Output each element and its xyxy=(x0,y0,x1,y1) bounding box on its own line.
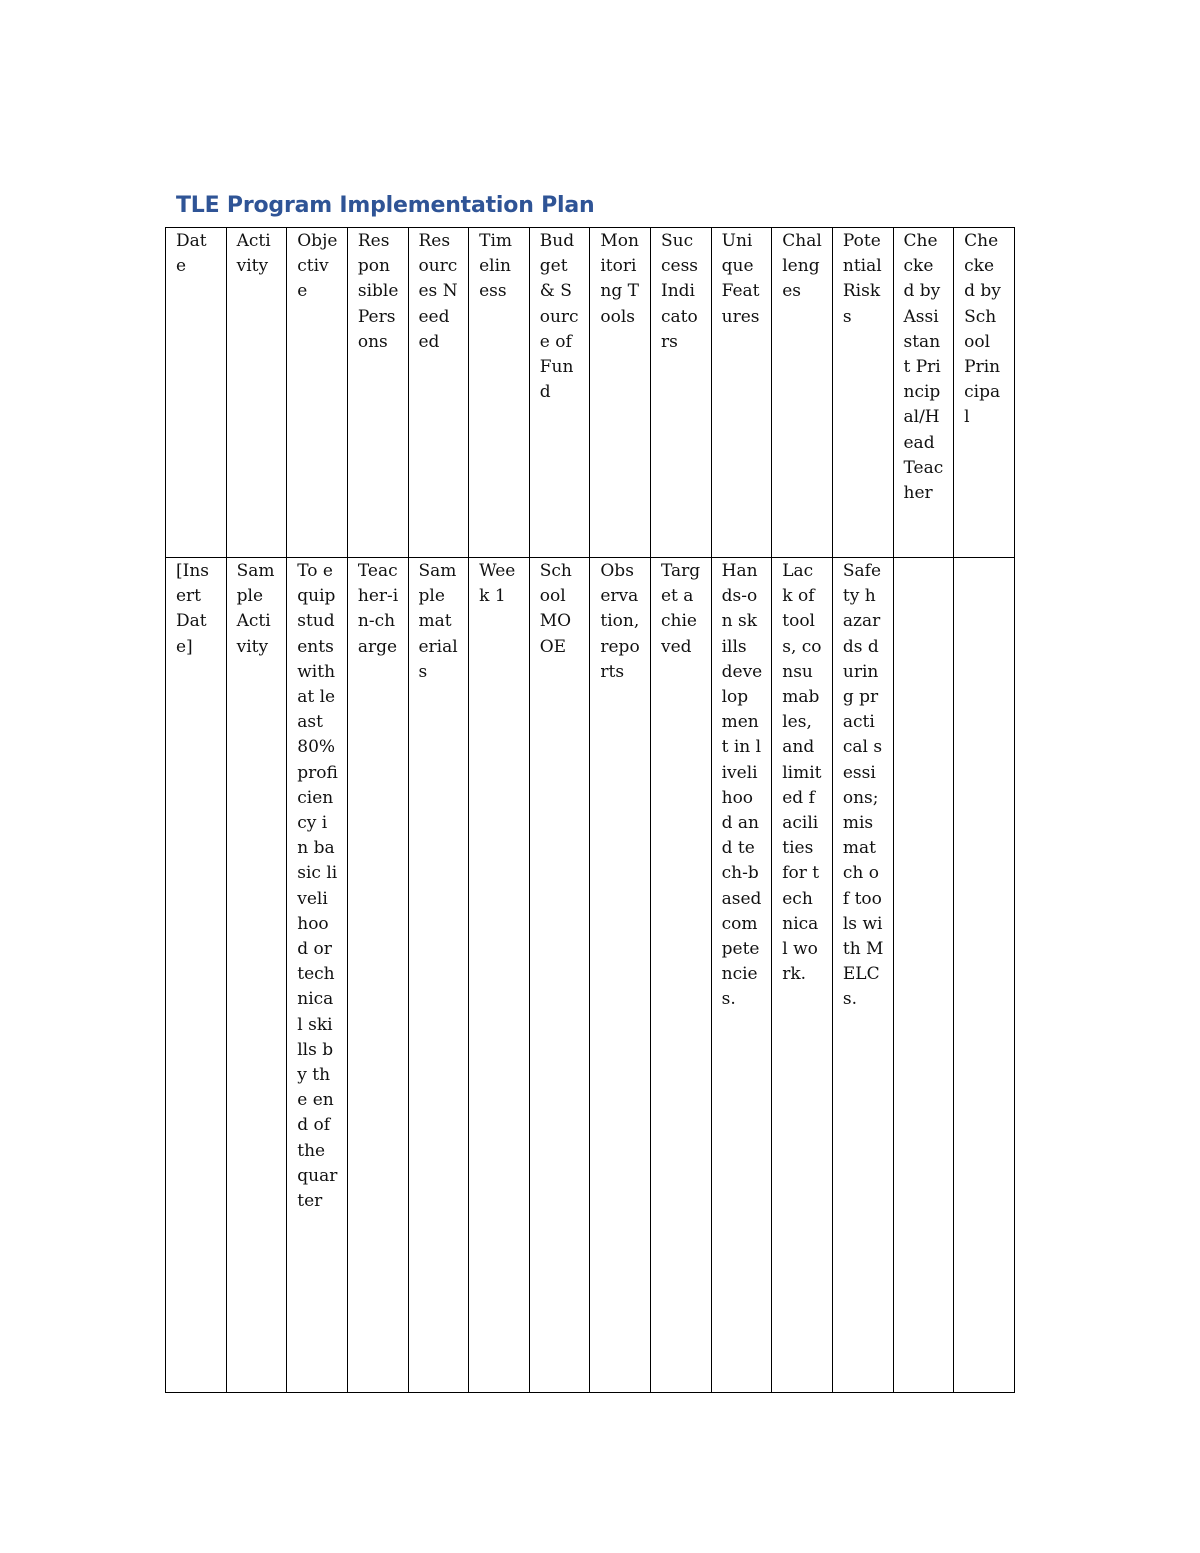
cell-responsible-persons: Teacher-in-charge xyxy=(347,558,408,1393)
cell-timeliness: Week 1 xyxy=(469,558,530,1393)
header-challenges: Challenges xyxy=(772,228,833,558)
implementation-plan-table xyxy=(165,227,1015,1393)
cell-potential-risks: Safety hazards during practical sessions; mismatch of tools with MELCs. xyxy=(832,558,893,1393)
header-objective: Objective xyxy=(287,228,348,558)
header-unique-features: Unique Features xyxy=(711,228,772,558)
cell-checked-by-school-principal xyxy=(954,558,1015,1393)
table-row xyxy=(166,558,1015,1393)
header-resources-needed: Resources Needed xyxy=(408,228,469,558)
header-timeliness: Timeliness xyxy=(469,228,530,558)
cell-budget-source: School MOOE xyxy=(529,558,590,1393)
cell-checked-by-assistant-principal xyxy=(893,558,954,1393)
header-potential-risks: Potential Risks xyxy=(832,228,893,558)
header-date: Date xyxy=(166,228,227,558)
cell-monitoring-tools: Observation, reports xyxy=(590,558,651,1393)
cell-objective: To equip students with at least 80% proficiency in basic livelihood or technical skills by the end of the quarter xyxy=(287,558,348,1393)
header-activity: Activity xyxy=(226,228,287,558)
header-responsible-persons: Responsible Persons xyxy=(347,228,408,558)
cell-resources-needed: Sample materials xyxy=(408,558,469,1393)
table-header-row xyxy=(166,228,1015,558)
header-checked-by-assistant-principal: Checked by Assistant Principal/Head Teacher xyxy=(893,228,954,558)
cell-activity: Sample Activity xyxy=(226,558,287,1393)
header-checked-by-school-principal: Checked by School Principal xyxy=(954,228,1015,558)
header-monitoring-tools: Monitoring Tools xyxy=(590,228,651,558)
cell-challenges: Lack of tools, consumables, and limited facilities for technical work. xyxy=(772,558,833,1393)
cell-date: [Insert Date] xyxy=(166,558,227,1393)
header-budget-source: Budget & Source of Fund xyxy=(529,228,590,558)
header-success-indicators: Success Indicators xyxy=(651,228,712,558)
cell-success-indicators: Target achieved xyxy=(651,558,712,1393)
cell-unique-features: Hands-on skills development in livelihood and tech-based competencies. xyxy=(711,558,772,1393)
page-title: TLE Program Implementation Plan xyxy=(176,193,595,218)
